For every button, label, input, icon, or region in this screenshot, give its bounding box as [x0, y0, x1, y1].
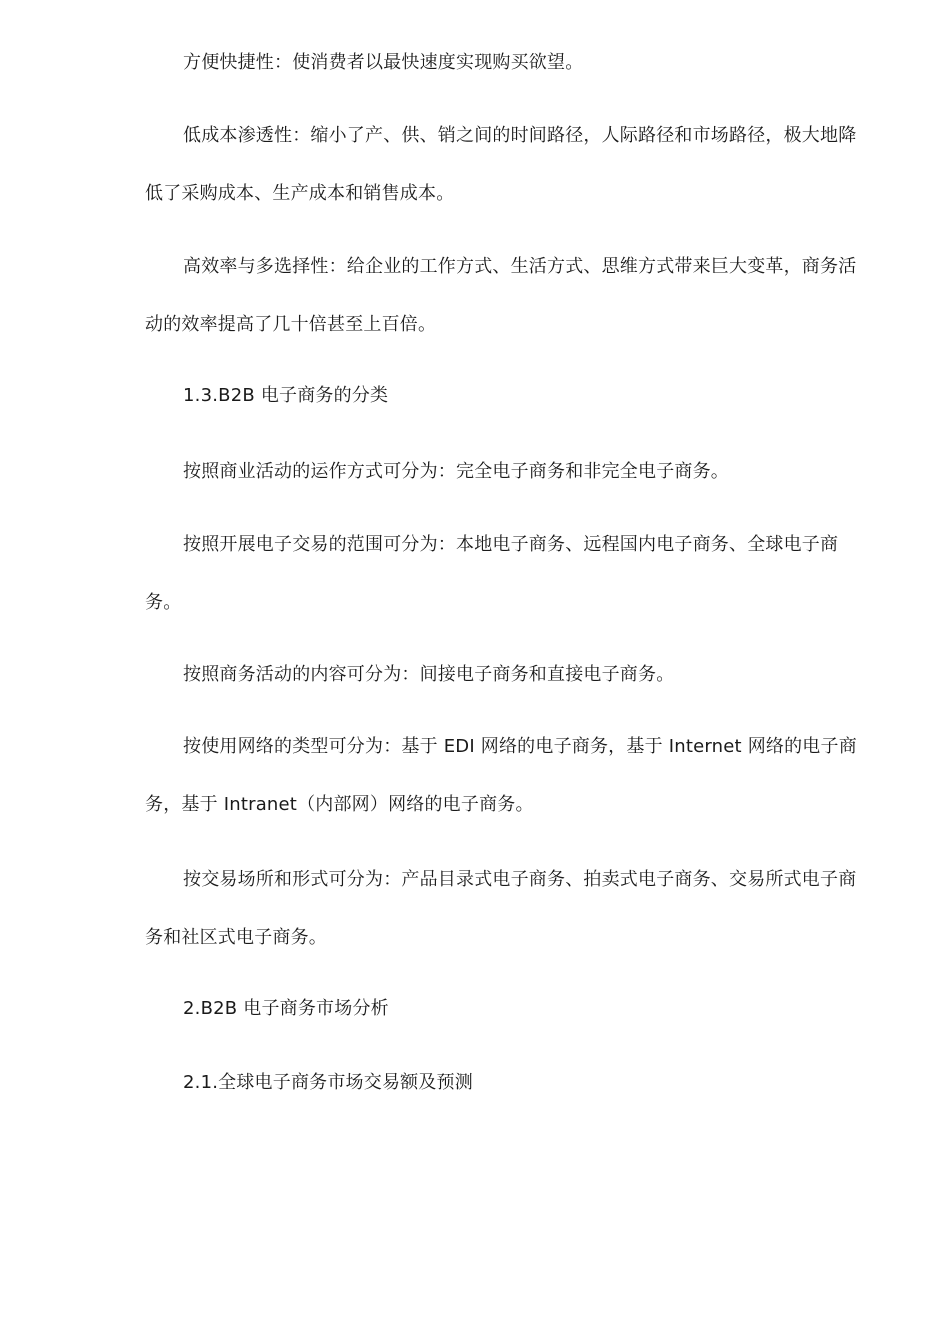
- paragraph-network-type: 按使用网络的类型可分为：基于 EDI 网络的电子商务，基于 Internet 网络的电子商务，基于 Intranet（内部网）网络的电子商务。: [145, 736, 857, 815]
- paragraph-activity-content: 按照商务活动的内容可分为：间接电子商务和直接电子商务。: [183, 664, 675, 685]
- section-heading-2: 2.B2B 电子商务市场分析: [183, 998, 389, 1019]
- paragraph-low-cost: 低成本渗透性：缩小了产、供、销之间的时间路径，人际路径和市场路径，极大地降低了采购成本、生产成本和销售成本。: [145, 125, 857, 204]
- paragraph-transaction-scope: 按照开展电子交易的范围可分为：本地电子商务、远程国内电子商务、全球电子商务。: [145, 534, 839, 613]
- paragraph-operation-mode: 按照商业活动的运作方式可分为：完全电子商务和非完全电子商务。: [183, 461, 729, 482]
- paragraph-efficiency: 高效率与多选择性：给企业的工作方式、生活方式、思维方式带来巨大变革，商务活动的效率提高了几十倍甚至上百倍。: [145, 256, 857, 335]
- section-heading-1-3: 1.3.B2B 电子商务的分类: [183, 385, 389, 406]
- paragraph-venue-form: 按交易场所和形式可分为：产品目录式电子商务、拍卖式电子商务、交易所式电子商务和社区式电子商务。: [145, 869, 857, 948]
- section-heading-2-1: 2.1.全球电子商务市场交易额及预测: [183, 1072, 473, 1093]
- paragraph-convenience: 方便快捷性：使消费者以最快速度实现购买欲望。: [183, 52, 584, 73]
